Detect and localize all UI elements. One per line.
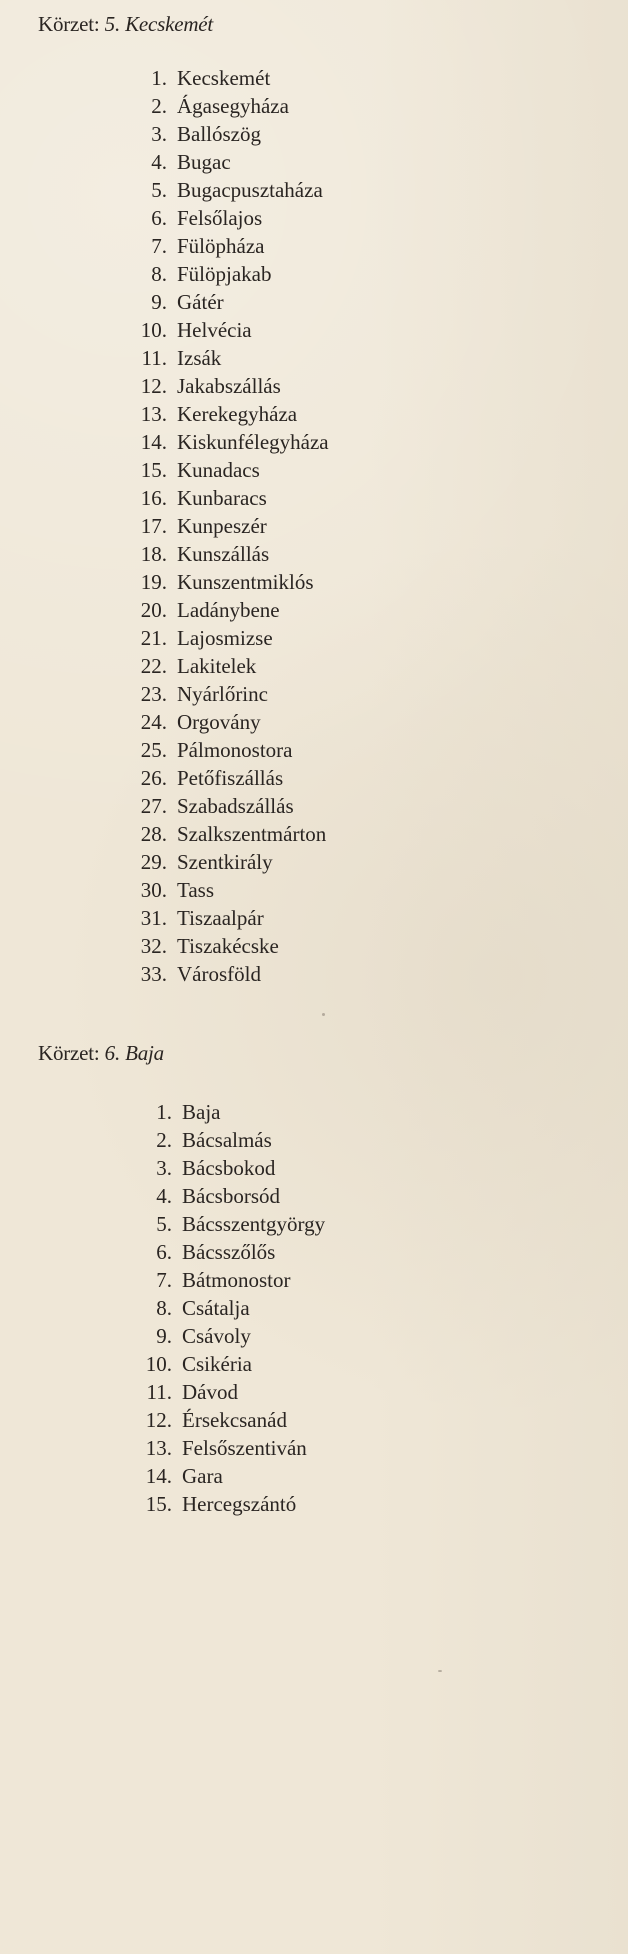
settlement-name-tiszakecske: Tiszakécske [177, 934, 279, 958]
settlement-index: 11. [141, 346, 167, 370]
settlement-name-lajosmizse: Lajosmizse [177, 626, 273, 650]
district-city: Kecskemét [125, 12, 214, 36]
settlement-index: 22. [140, 654, 167, 678]
settlement-name-bacsszentgyorgy: Bácsszentgyörgy [182, 1212, 326, 1236]
settlement-name-kunpeszer: Kunpeszér [177, 514, 267, 538]
settlement-name-kunszallas: Kunszállás [177, 542, 270, 566]
settlement-name-fulopjakab: Fülöpjakab [177, 262, 272, 286]
settlement-index: 23. [140, 682, 167, 706]
settlement-index: 28. [140, 822, 167, 846]
settlement-index: 27. [140, 794, 167, 818]
settlement-index: 30. [140, 878, 167, 902]
settlement-name-felsoszentivan: Felsőszentiván [182, 1436, 307, 1460]
settlement-index: 6. [151, 206, 167, 230]
settlement-index: 1. [151, 66, 167, 90]
settlement-name-kecskemet: Kecskemét [177, 66, 271, 90]
settlement-name-bugac: Bugac [177, 150, 231, 174]
settlement-name-szalkszentmarton: Szalkszentmárton [177, 822, 327, 846]
settlement-index: 14. [145, 1464, 172, 1488]
settlement-name-kiskunfelegyhaza: Kiskunfélegyháza [177, 430, 329, 454]
settlement-index: 26. [140, 766, 167, 790]
settlement-index: 33. [140, 962, 167, 986]
settlement-index: 31. [140, 906, 167, 930]
settlement-name-bacsalmas: Bácsalmás [182, 1128, 272, 1152]
settlement-name-tass: Tass [177, 878, 215, 902]
settlement-name-baja: Baja [182, 1100, 221, 1124]
settlement-name-csikeria: Csikéria [182, 1352, 252, 1376]
settlement-name-fulophaza: Fülöpháza [177, 234, 265, 258]
district-heading-kecskemet [38, 12, 213, 37]
settlement-index: 32. [140, 934, 167, 958]
settlement-name-ladanybene: Ladánybene [177, 598, 280, 622]
settlement-index: 29. [140, 850, 167, 874]
settlement-name-kunszentmiklos: Kunszentmiklós [177, 570, 314, 594]
settlement-name-batmonostor: Bátmonostor [182, 1268, 291, 1292]
settlement-name-gater: Gátér [177, 290, 224, 314]
district-number: 5. [104, 12, 120, 36]
settlement-index: 25. [140, 738, 167, 762]
settlement-index: 2. [156, 1128, 172, 1152]
settlement-index: 20. [140, 598, 167, 622]
settlement-name-balloszog: Ballószög [177, 122, 261, 146]
district-number: 6. [104, 1041, 120, 1065]
settlement-index: 12. [145, 1408, 172, 1432]
settlement-name-kunbaracs: Kunbaracs [177, 486, 267, 510]
settlement-index: 13. [145, 1436, 172, 1460]
settlement-name-ersekcsanad: Érsekcsanád [182, 1408, 287, 1432]
settlement-name-lakitelek: Lakitelek [177, 654, 257, 678]
settlement-index: 7. [151, 234, 167, 258]
settlement-index: 24. [140, 710, 167, 734]
settlement-name-helvecia: Helvécia [177, 318, 252, 342]
settlement-name-kunadacs: Kunadacs [177, 458, 260, 482]
settlement-index: 12. [140, 374, 167, 398]
settlement-name-szentkiraly: Szentkirály [177, 850, 273, 874]
settlement-name-hercegszanto: Hercegszántó [182, 1492, 297, 1516]
settlement-index: 6. [156, 1240, 172, 1264]
settlement-name-szabadszallas: Szabadszállás [177, 794, 294, 818]
settlement-index: 13. [140, 402, 167, 426]
settlement-name-nyarlorinc: Nyárlőrinc [177, 682, 268, 706]
settlement-name-bacsbokod: Bácsbokod [182, 1156, 276, 1180]
settlement-index: 3. [156, 1156, 172, 1180]
settlement-name-felsolajos: Felsőlajos [177, 206, 263, 230]
settlement-index: 15. [140, 458, 167, 482]
settlement-index: 5. [151, 178, 167, 202]
settlement-name-petofiszallas: Petőfiszállás [177, 766, 284, 790]
show-through-background [370, 0, 628, 1954]
settlement-index: 9. [156, 1324, 172, 1348]
settlement-name-kerekegyhaza: Kerekegyháza [177, 402, 298, 426]
settlement-index: 17. [140, 514, 167, 538]
settlement-index: 5. [156, 1212, 172, 1236]
district-heading-label: Körzet: [38, 12, 100, 36]
settlement-index: 10. [140, 318, 167, 342]
settlement-name-palmonostora: Pálmonostora [177, 738, 293, 762]
settlement-name-jakabszallas: Jakabszállás [177, 374, 281, 398]
settlement-index: 18. [140, 542, 167, 566]
settlement-index: 16. [140, 486, 167, 510]
district-heading-baja [38, 1041, 164, 1066]
settlement-name-izsak: Izsák [177, 346, 222, 370]
settlement-index: 2. [151, 94, 167, 118]
settlement-index: 15. [145, 1492, 172, 1516]
settlement-name-bacsborsod: Bácsborsód [182, 1184, 280, 1208]
speck-mark [322, 1013, 325, 1016]
settlement-name-davod: Dávod [182, 1380, 238, 1404]
settlement-index: 10. [145, 1352, 172, 1376]
settlement-name-tiszaalpar: Tiszaalpár [177, 906, 264, 930]
settlement-index: 8. [156, 1296, 172, 1320]
settlement-index: 4. [156, 1184, 172, 1208]
settlement-index: 1. [156, 1100, 172, 1124]
settlement-index: 19. [140, 570, 167, 594]
district-heading-label: Körzet: [38, 1041, 100, 1065]
settlement-index: 8. [151, 262, 167, 286]
settlement-name-csatalja: Csátalja [182, 1296, 250, 1320]
settlement-name-bugacpusztahaza: Bugacpusztaháza [177, 178, 323, 202]
settlement-name-csavoly: Csávoly [182, 1324, 251, 1348]
settlement-index: 21. [140, 626, 167, 650]
district-city: Baja [125, 1041, 164, 1065]
settlement-name-varosfold: Városföld [177, 962, 261, 986]
settlement-name-bacsszolos: Bácsszőlős [182, 1240, 276, 1264]
settlement-index: 11. [146, 1380, 172, 1404]
settlement-index: 4. [151, 150, 167, 174]
settlement-index: 9. [151, 290, 167, 314]
settlement-name-gara: Gara [182, 1464, 223, 1488]
settlement-name-agasegyhaza: Ágasegyháza [177, 94, 289, 118]
settlement-index: 3. [151, 122, 167, 146]
settlement-index: 7. [156, 1268, 172, 1292]
settlement-index: 14. [140, 430, 167, 454]
speck-mark [438, 1670, 442, 1672]
settlement-name-orgovany: Orgovány [177, 710, 261, 734]
